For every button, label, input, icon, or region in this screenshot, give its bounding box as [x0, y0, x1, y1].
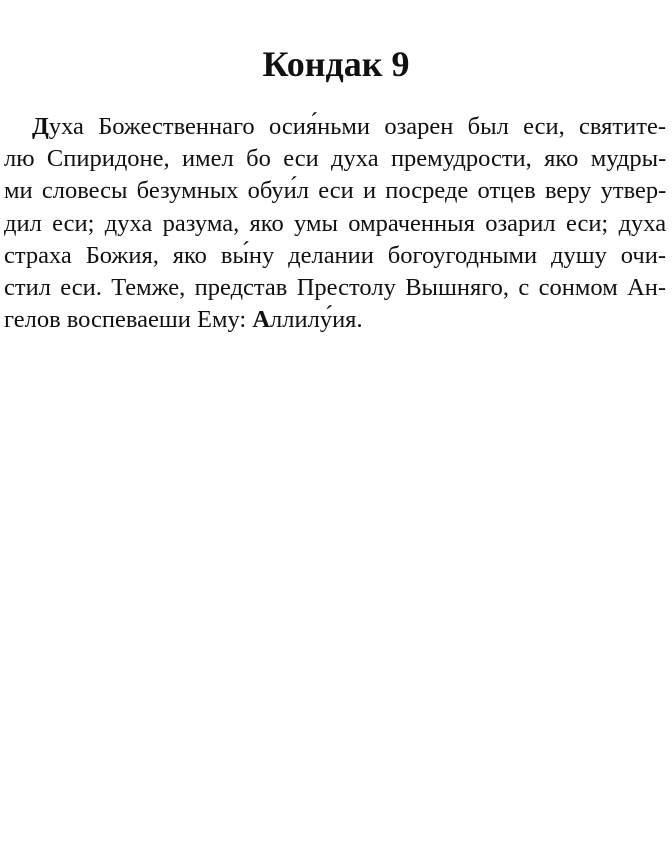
drop-initial: Д	[32, 113, 49, 140]
page-title: Кондак 9	[262, 44, 410, 84]
text-line-7-start: гелов воспеваеши Ему:	[4, 306, 253, 334]
text-line-7-end: ллилу́ия.	[270, 306, 363, 334]
text-line-2: лю Спиридоне, имел бо еси духа премудрости, яко мудры-	[4, 145, 667, 173]
text-line-5: страха Божия, яко вы́ну делании богоугодными душу очи-	[4, 241, 666, 269]
text-line-6: стил еси. Темже, представ Престолу Вышняго, с сонмом Ан-	[4, 273, 667, 301]
alleluia-initial: А	[252, 306, 271, 334]
text-line-3: ми словесы безумных обуи́л еси и посреде отцев веру утвер-	[4, 177, 667, 205]
kontakion-paragraph	[4, 111, 666, 336]
text-line-4: дил еси; духа разума, яко умы омраченныя озарил еси; духа	[4, 209, 667, 237]
text-line-7	[4, 304, 666, 336]
text-line-1	[4, 111, 666, 143]
text-line-1-rest: уха Божественнаго осия́ньми озарен был еси, святите-	[48, 113, 666, 140]
